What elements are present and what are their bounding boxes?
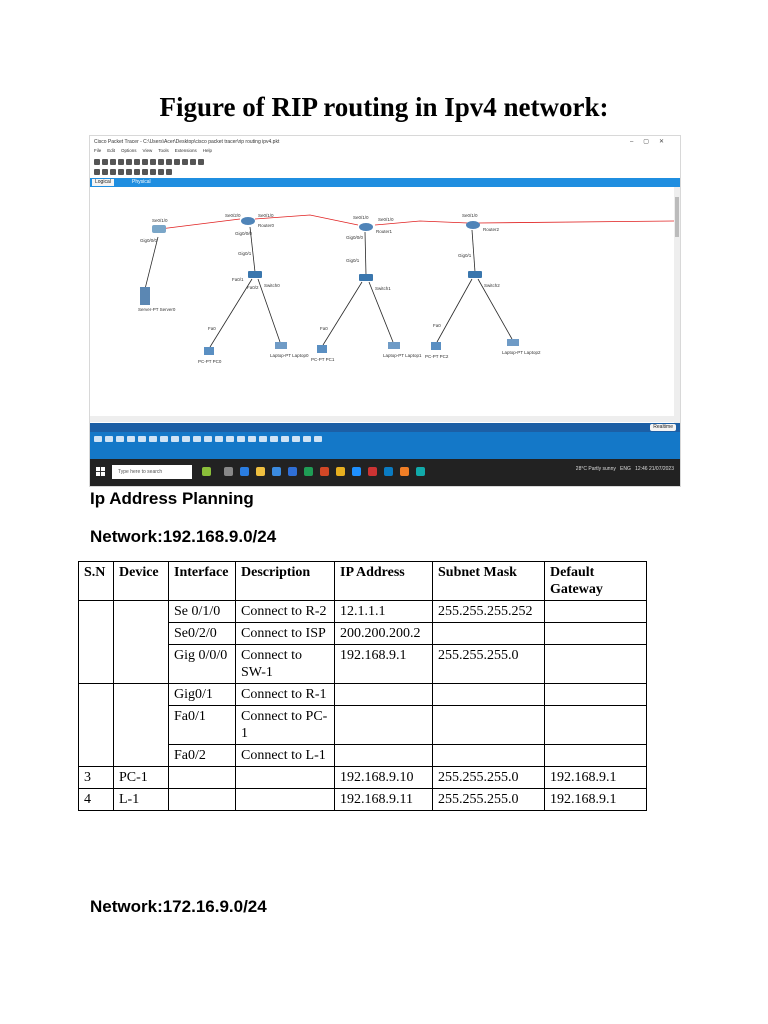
window-titlebar xyxy=(90,136,680,148)
cell-gateway: 192.168.9.1 xyxy=(545,789,647,811)
cell-ip: 200.200.200.2 xyxy=(335,623,433,645)
device-model-icon[interactable] xyxy=(171,436,179,442)
chrome-icon[interactable] xyxy=(336,467,345,476)
save-icon[interactable] xyxy=(110,159,116,165)
laptop0-label: Laptop-PT Laptop0 xyxy=(270,353,309,358)
link-label: Se0/1/0 xyxy=(152,218,168,223)
device-model-icon[interactable] xyxy=(182,436,190,442)
copy-icon[interactable] xyxy=(134,159,140,165)
serial-link-r2-edge xyxy=(478,221,674,223)
col-default-gateway: Default Gateway xyxy=(545,562,647,601)
vscode-icon[interactable] xyxy=(352,467,361,476)
redo-icon[interactable] xyxy=(158,159,164,165)
menu-help[interactable]: Help xyxy=(202,148,213,153)
menu-extensions[interactable]: Extensions xyxy=(174,148,197,153)
app-icon[interactable] xyxy=(416,467,425,476)
pc2-label: PC-PT PC2 xyxy=(425,354,449,359)
note-icon[interactable] xyxy=(126,169,132,175)
device-model-icon[interactable] xyxy=(281,436,289,442)
cell-gateway xyxy=(545,745,647,767)
router-isp-icon[interactable] xyxy=(152,225,166,233)
device-model-icon[interactable] xyxy=(314,436,322,442)
laptop1-label: Laptop-PT Laptop1 xyxy=(383,353,422,358)
cell-mask: 255.255.255.0 xyxy=(433,645,545,684)
cell-mask xyxy=(433,745,545,767)
canvas-horizontal-scrollbar[interactable] xyxy=(90,416,674,422)
pc2-icon[interactable] xyxy=(431,342,441,350)
cell-ip xyxy=(335,745,433,767)
col-device: Device xyxy=(114,562,169,601)
file-explorer-icon[interactable] xyxy=(256,467,265,476)
switch2-icon[interactable] xyxy=(468,271,482,278)
open-icon[interactable] xyxy=(102,159,108,165)
paste-icon[interactable] xyxy=(142,159,148,165)
cell-mask: 255.255.255.0 xyxy=(433,767,545,789)
cell-ip: 192.168.9.1 xyxy=(335,645,433,684)
window-title: Cisco Packet Tracer - C:\Users\Acer\Desktop\cisco packet tracer\rip routing ipv4.pkt xyxy=(94,139,280,145)
cell-gateway: 192.168.9.1 xyxy=(545,767,647,789)
cell-gateway xyxy=(545,684,647,706)
time-bar xyxy=(90,423,680,432)
menu-file[interactable]: File xyxy=(94,148,102,153)
scroll-thumb[interactable] xyxy=(675,197,679,237)
zoom-out-icon[interactable] xyxy=(182,159,188,165)
device-model-icon[interactable] xyxy=(237,436,245,442)
taskbar-search-input[interactable]: Type here to search xyxy=(112,465,192,479)
cell-interface xyxy=(169,767,236,789)
cell-description: Connect to PC-1 xyxy=(236,706,335,745)
cell-ip: 12.1.1.1 xyxy=(335,601,433,623)
device-model-icon[interactable] xyxy=(149,436,157,442)
device-model-icon[interactable] xyxy=(259,436,267,442)
menu-view[interactable]: View xyxy=(142,148,153,153)
cell-mask xyxy=(433,684,545,706)
hub-category-icon[interactable] xyxy=(116,436,124,442)
cell-description: Connect to R-1 xyxy=(236,684,335,706)
cell-ip: 192.168.9.10 xyxy=(335,767,433,789)
link-label: Gig0/1 xyxy=(238,251,252,256)
pc1-label: PC-PT PC1 xyxy=(311,357,335,362)
device-model-icon[interactable] xyxy=(215,436,223,442)
link-sw0-lap0 xyxy=(258,279,280,342)
link-label: Gig0/0/0 xyxy=(346,235,364,240)
cell-interface: Gig 0/0/0 xyxy=(169,645,236,684)
cell-device xyxy=(114,684,169,767)
cell-description xyxy=(236,789,335,811)
zoom-in-icon[interactable] xyxy=(166,159,172,165)
router0-label: Router0 xyxy=(258,223,275,228)
laptop2-icon[interactable] xyxy=(507,339,519,346)
cell-interface: Fa0/2 xyxy=(169,745,236,767)
delete-icon[interactable] xyxy=(110,169,116,175)
new-icon[interactable] xyxy=(94,159,100,165)
cell-interface xyxy=(169,789,236,811)
packet-tracer-screenshot xyxy=(89,135,681,487)
cell-description: Connect to R-2 xyxy=(236,601,335,623)
switch2-label: Switch2 xyxy=(484,283,500,288)
switch1-icon[interactable] xyxy=(359,274,373,281)
link-label: Gig0/0/0 xyxy=(140,238,158,243)
table-row xyxy=(79,684,647,706)
col-subnet-mask: Subnet Mask xyxy=(433,562,545,601)
link-label: Gig0/1 xyxy=(458,253,472,258)
cell-mask xyxy=(433,706,545,745)
section-heading-ip-planning: Ip Address Planning xyxy=(90,489,254,508)
link-r1-sw1 xyxy=(365,232,366,275)
link-r2-sw2 xyxy=(472,230,475,272)
cell-description: Connect to ISP xyxy=(236,623,335,645)
link-label: Se0/1/0 xyxy=(258,213,274,218)
task-view-icon[interactable] xyxy=(224,467,233,476)
switch1-label: Switch1 xyxy=(375,286,391,291)
switch0-icon[interactable] xyxy=(248,271,262,278)
router1-label: Router1 xyxy=(376,229,393,234)
pc1-icon[interactable] xyxy=(317,345,327,353)
table-row xyxy=(79,601,647,623)
link-sw1-pc1 xyxy=(323,282,362,345)
ellipse-icon[interactable] xyxy=(150,169,156,175)
cell-ip xyxy=(335,684,433,706)
device-model-icon[interactable] xyxy=(226,436,234,442)
link-label: Se0/1/0 xyxy=(353,215,369,220)
edge-icon[interactable] xyxy=(240,467,249,476)
table-row xyxy=(79,767,647,789)
server0-label: Server-PT Server0 xyxy=(138,307,176,312)
device-model-icon[interactable] xyxy=(204,436,212,442)
router0-icon[interactable] xyxy=(241,217,255,225)
server0-icon[interactable] xyxy=(140,287,150,305)
ip-address-table xyxy=(78,561,647,811)
weather-status[interactable]: 28°C Partly sunny xyxy=(575,466,616,472)
rectangle-icon[interactable] xyxy=(142,169,148,175)
topology-canvas[interactable] xyxy=(90,187,680,423)
pc0-label: PC-PT PC0 xyxy=(198,359,222,364)
link-isp-server xyxy=(145,237,158,289)
line-icon[interactable] xyxy=(134,169,140,175)
serial-link-isp-r0 xyxy=(160,219,240,229)
menu-edit[interactable]: Edit xyxy=(107,148,116,153)
cell-interface: Fa0/1 xyxy=(169,706,236,745)
cell-gateway xyxy=(545,601,647,623)
network-heading-2: Network:172.16.9.0/24 xyxy=(90,897,267,916)
link-sw0-pc0 xyxy=(210,279,252,347)
inspect-icon[interactable] xyxy=(102,169,108,175)
packet-tracer-icon[interactable] xyxy=(384,467,393,476)
cell-interface: Se0/2/0 xyxy=(169,623,236,645)
link-label: Gig0/0/0 xyxy=(235,231,253,236)
link-label: Fa0/2 xyxy=(247,285,259,290)
clock-date[interactable]: 21/07/2023 xyxy=(648,466,674,472)
network-heading-1: Network:192.168.9.0/24 xyxy=(90,527,277,546)
link-label: Se0/1/0 xyxy=(378,217,394,222)
laptop0-icon[interactable] xyxy=(275,342,287,349)
link-sw2-pc2 xyxy=(437,279,472,342)
language-indicator[interactable]: ENG xyxy=(620,466,631,472)
col-sn: S.N xyxy=(79,562,114,601)
cell-mask: 255.255.255.252 xyxy=(433,601,545,623)
cell-ip xyxy=(335,706,433,745)
menubar xyxy=(90,148,680,156)
vlc-icon[interactable] xyxy=(400,467,409,476)
acrobat-icon[interactable] xyxy=(368,467,377,476)
workspace-tabbar xyxy=(90,178,680,187)
link-sw1-lap1 xyxy=(369,282,393,342)
link-label: Gig0/1 xyxy=(346,258,360,263)
table-header-row xyxy=(79,562,647,601)
wireless-category-icon[interactable] xyxy=(127,436,135,442)
link-label: Fa0 xyxy=(208,326,216,331)
router1-icon[interactable] xyxy=(359,223,373,231)
palette-icon[interactable] xyxy=(190,159,196,165)
device-model-icon[interactable] xyxy=(270,436,278,442)
router2-label: Router2 xyxy=(483,227,500,232)
link-label: Fa0/1 xyxy=(232,277,244,282)
menu-tools[interactable]: Tools xyxy=(158,148,169,153)
cell-interface: Se 0/1/0 xyxy=(169,601,236,623)
excel-icon[interactable] xyxy=(304,467,313,476)
col-description: Description xyxy=(236,562,335,601)
page-title: Figure of RIP routing in Ipv4 network: xyxy=(159,92,609,122)
cell-device: L-1 xyxy=(114,789,169,811)
toolbar-main xyxy=(94,157,204,166)
device-model-icon[interactable] xyxy=(303,436,311,442)
switch0-label: Switch0 xyxy=(264,283,280,288)
widgets-icon[interactable] xyxy=(202,467,211,476)
cell-mask: 255.255.255.0 xyxy=(433,789,545,811)
toolbar-draw xyxy=(94,167,172,176)
pdu-icon[interactable] xyxy=(166,169,172,175)
tab-physical[interactable]: Physical xyxy=(132,179,151,185)
custom-device-icon[interactable] xyxy=(198,159,204,165)
tab-logical[interactable]: Logical xyxy=(92,179,114,186)
cell-device xyxy=(114,601,169,684)
cell-sn xyxy=(79,601,114,684)
cell-interface: Gig0/1 xyxy=(169,684,236,706)
resize-icon[interactable] xyxy=(118,169,124,175)
cell-sn xyxy=(79,684,114,767)
clock-time[interactable]: 12:46 xyxy=(635,466,648,472)
link-label: Se0/1/0 xyxy=(462,213,478,218)
cell-gateway xyxy=(545,645,647,684)
windows-taskbar xyxy=(90,459,680,486)
print-icon[interactable] xyxy=(118,159,124,165)
col-interface: Interface xyxy=(169,562,236,601)
link-label: Fa0 xyxy=(433,323,441,328)
device-model-icon[interactable] xyxy=(292,436,300,442)
cell-gateway xyxy=(545,706,647,745)
windows-start-icon[interactable] xyxy=(96,467,105,476)
device-type-row xyxy=(94,436,322,442)
cell-sn: 4 xyxy=(79,789,114,811)
connection-category-icon[interactable] xyxy=(138,436,146,442)
cell-mask xyxy=(433,623,545,645)
device-model-icon[interactable] xyxy=(160,436,168,442)
pencil-icon[interactable] xyxy=(158,169,164,175)
wizard-icon[interactable] xyxy=(126,159,132,165)
powerpoint-icon[interactable] xyxy=(320,467,329,476)
pc0-icon[interactable] xyxy=(204,347,214,355)
mail-icon[interactable] xyxy=(272,467,281,476)
cell-gateway xyxy=(545,623,647,645)
cell-description: Connect to L-1 xyxy=(236,745,335,767)
router-category-icon[interactable] xyxy=(94,436,102,442)
laptop1-icon[interactable] xyxy=(388,342,400,349)
device-model-icon[interactable] xyxy=(248,436,256,442)
col-ip-address: IP Address xyxy=(335,562,433,601)
cell-ip: 192.168.9.11 xyxy=(335,789,433,811)
menu-options[interactable]: Options xyxy=(121,148,137,153)
device-model-icon[interactable] xyxy=(193,436,201,442)
window-controls[interactable]: –▢✕ xyxy=(629,139,674,145)
link-label: Fa0 xyxy=(320,326,328,331)
word-icon[interactable] xyxy=(288,467,297,476)
laptop2-label: Laptop-PT Laptop2 xyxy=(502,350,541,355)
canvas-vertical-scrollbar[interactable] xyxy=(674,187,680,423)
switch-category-icon[interactable] xyxy=(105,436,113,442)
link-label: Se0/2/0 xyxy=(225,213,241,218)
zoom-reset-icon[interactable] xyxy=(174,159,180,165)
undo-icon[interactable] xyxy=(150,159,156,165)
router2-icon[interactable] xyxy=(466,221,480,229)
cell-sn: 3 xyxy=(79,767,114,789)
select-icon[interactable] xyxy=(94,169,100,175)
table-row xyxy=(79,789,647,811)
realtime-button[interactable]: Realtime xyxy=(650,424,676,431)
cell-description: Connect to SW-1 xyxy=(236,645,335,684)
link-sw2-lap2 xyxy=(478,279,512,339)
system-tray xyxy=(576,466,674,472)
device-palette xyxy=(90,432,680,459)
cell-device: PC-1 xyxy=(114,767,169,789)
cell-description xyxy=(236,767,335,789)
